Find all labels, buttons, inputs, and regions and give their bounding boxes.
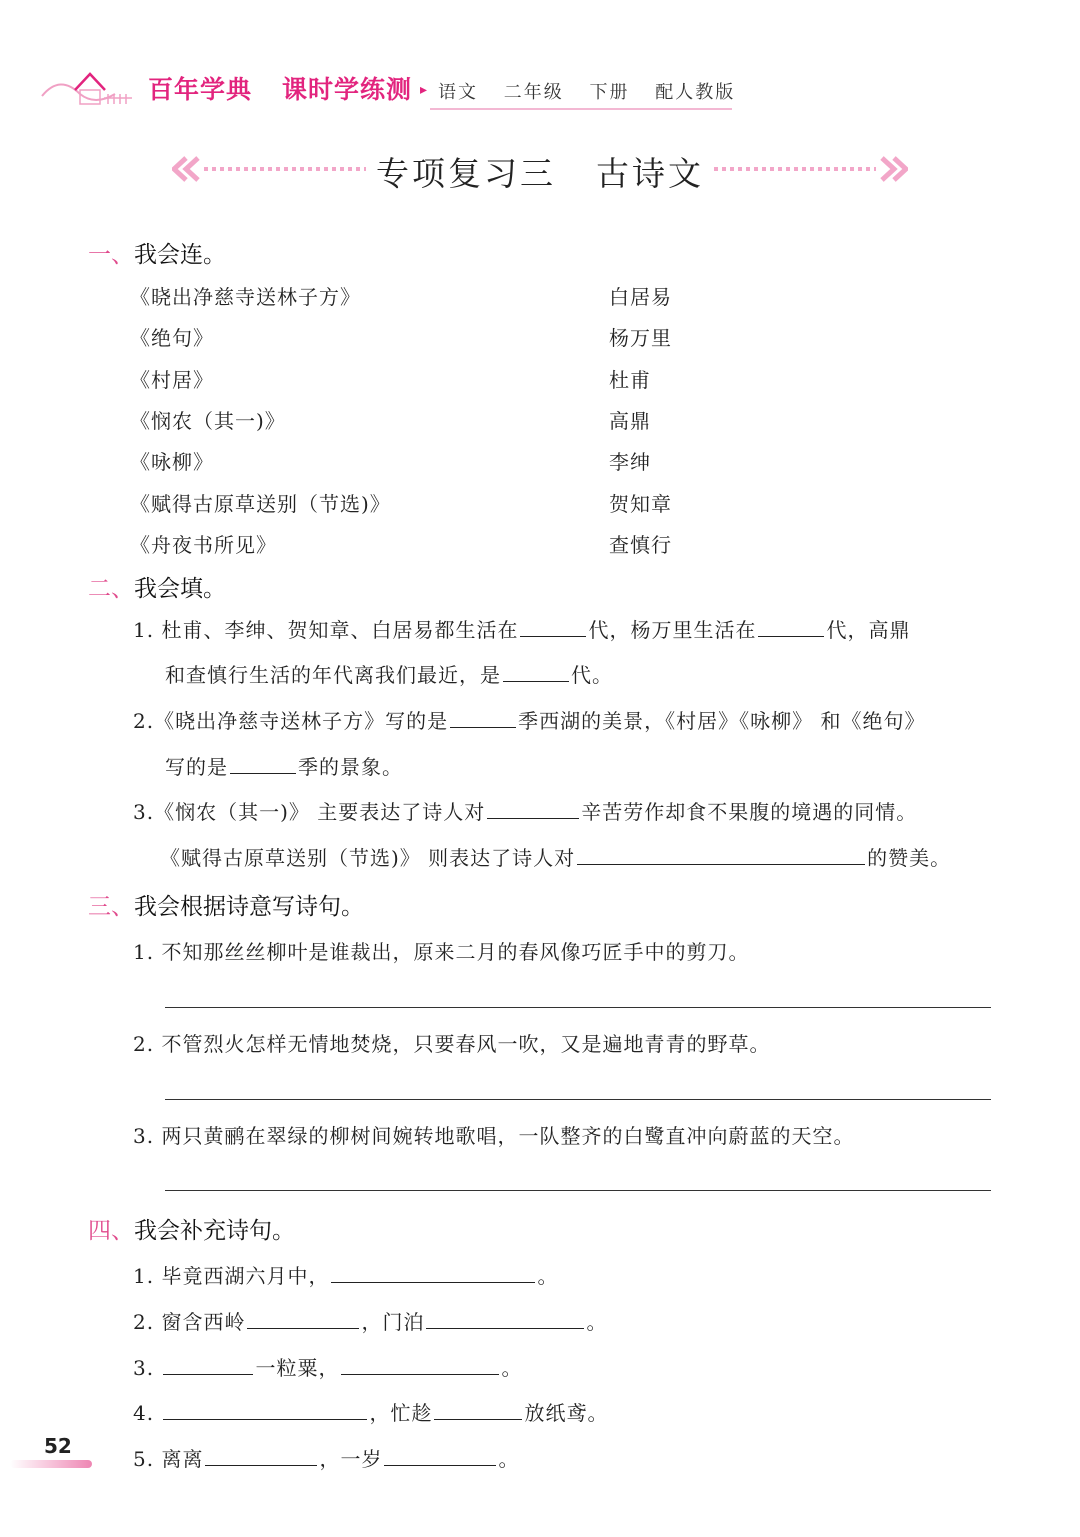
q-text: 。 (498, 1447, 520, 1471)
q-text: ，门泊 (361, 1310, 425, 1334)
section4-number: 四、 (88, 1218, 134, 1244)
s2-q3-line2 (160, 842, 951, 871)
s3-q1 (133, 936, 749, 965)
section1-title: 我会连。 (134, 242, 226, 268)
header-grade: 二年级 (503, 82, 564, 103)
title-main: 专项复习三 (376, 154, 556, 193)
q-text: 季西湖的美景，《村居》《咏柳》 和《绝句》 (518, 709, 926, 733)
q-text: 《悯农（其一)》 主要表达了诗人对 (154, 800, 486, 824)
fill-blank[interactable] (450, 709, 516, 728)
poet-name[interactable]: 高鼎 (609, 408, 651, 433)
q-text: 。 (586, 1310, 608, 1334)
q-text: 窗含西岭 (161, 1310, 246, 1334)
q-text: 代，高鼎 (826, 618, 911, 642)
fill-blank[interactable] (163, 1356, 253, 1375)
q-text: 毕竟西湖六月中， (161, 1264, 330, 1288)
page-title (0, 148, 1080, 195)
q-number: 5. (133, 1447, 155, 1471)
title-right-chevron-icon (712, 154, 908, 184)
q-text: 。 (587, 1401, 609, 1425)
poem-title[interactable]: 《咏柳》 (130, 450, 214, 475)
fill-blank[interactable] (341, 1356, 499, 1375)
answer-line[interactable] (165, 1099, 991, 1100)
fill-blank[interactable] (434, 1401, 522, 1420)
q-number: 4. (133, 1401, 155, 1425)
q-text: 两只黄鹂在翠绿的柳树间婉转地歌唱，一队整齐的白鹭直冲向蔚蓝的天空。 (161, 1124, 855, 1148)
header-subject: 语文 (438, 82, 478, 103)
q-number: 2. (133, 1032, 155, 1056)
fill-blank[interactable] (758, 618, 824, 637)
s4-q3 (133, 1352, 522, 1381)
q-text: ，忙趁 (369, 1401, 433, 1425)
s2-q1-line2 (165, 659, 613, 688)
section4-heading (88, 1212, 295, 1245)
poem-title[interactable]: 《赋得古原草送别（节选)》 (130, 491, 391, 516)
poem-title[interactable]: 《悯农（其一)》 (130, 408, 286, 433)
section2-title: 我会填。 (134, 576, 226, 602)
fill-blank[interactable] (163, 1401, 367, 1420)
poem-title[interactable]: 《晓出净慈寺送林子方》 (130, 285, 361, 309)
fill-blank[interactable] (426, 1310, 584, 1329)
s4-q2 (133, 1306, 607, 1335)
poem-title[interactable]: 《村居》 (130, 367, 214, 392)
poem-title[interactable]: 《绝句》 (130, 326, 214, 351)
header-underline (430, 108, 732, 110)
fill-blank[interactable] (577, 846, 865, 865)
fill-blank[interactable] (247, 1310, 359, 1329)
fill-blank[interactable] (384, 1447, 496, 1466)
s2-q2-line1 (133, 705, 925, 734)
section3-number: 三、 (88, 894, 134, 920)
page-number: 52 (44, 1434, 72, 1458)
s2-q3-line1 (133, 796, 917, 825)
title-sub: 古诗文 (596, 154, 704, 193)
s4-q4 (133, 1397, 608, 1426)
fill-blank[interactable] (520, 618, 586, 637)
q-text: 放纸鸢 (524, 1401, 588, 1425)
q-text: 和查慎行生活的年代离我们最近，是 (165, 663, 501, 687)
q-number: 1. (133, 1264, 155, 1288)
q-text: 辛苦劳作却食不果腹的境遇的同情。 (581, 800, 918, 824)
q-text: 。 (537, 1264, 559, 1288)
page-number-bar (10, 1460, 92, 1468)
poet-name[interactable]: 杜甫 (609, 367, 651, 392)
answer-line[interactable] (165, 1190, 991, 1191)
answer-line[interactable] (165, 1007, 991, 1008)
q-text: 离离 (161, 1447, 204, 1471)
poet-name[interactable]: 白居易 (609, 285, 672, 309)
q-text: 一粒粟， (255, 1356, 340, 1380)
section1-number: 一、 (88, 242, 134, 268)
section3-heading (88, 888, 364, 921)
q-text: 《赋得古原草送别（节选)》 则表达了诗人对 (160, 846, 576, 870)
q-text: 杜甫、李绅、贺知章、白居易都生活在 (161, 618, 519, 642)
poet-name[interactable]: 杨万里 (609, 326, 672, 351)
q-number: 2. (133, 709, 155, 733)
q-text: 写的是 (165, 755, 228, 779)
q-number: 3. (133, 800, 155, 824)
q-text: 的赞美。 (867, 846, 952, 870)
q-text: 代，杨万里生活在 (588, 618, 757, 642)
section2-number: 二、 (88, 576, 134, 602)
header-house-logo (40, 64, 150, 108)
poet-name[interactable]: 李绅 (609, 450, 651, 475)
fill-blank[interactable] (503, 663, 569, 682)
poem-title[interactable]: 《舟夜书所见》 (130, 532, 277, 557)
s3-q2 (133, 1028, 770, 1057)
brand-series: 课时学练测 (282, 75, 413, 104)
q-number: 3. (133, 1356, 155, 1380)
header-volume: 下册 (589, 82, 630, 103)
q-text: ，一岁 (319, 1447, 383, 1471)
q-text: 。 (501, 1356, 523, 1380)
q-text: 不知那丝丝柳叶是谁裁出，原来二月的春风像巧匠手中的剪刀。 (161, 940, 750, 964)
brand-name: 百年学典 (148, 75, 253, 104)
fill-blank[interactable] (205, 1447, 317, 1466)
q-number: 1. (133, 940, 155, 964)
section2-heading (88, 570, 226, 603)
fill-blank[interactable] (331, 1264, 535, 1283)
q-text: 季的景象。 (298, 755, 403, 779)
s3-q3 (133, 1120, 854, 1149)
q-number: 2. (133, 1310, 155, 1334)
poet-name[interactable]: 查慎行 (609, 532, 672, 557)
section1-heading (88, 236, 226, 269)
s2-q1-line1 (133, 614, 910, 643)
q-text: 不管烈火怎样无情地焚烧，只要春风一吹，又是遍地青青的野草。 (161, 1032, 771, 1056)
s4-q5 (133, 1443, 519, 1472)
header-edition: 配人教版 (655, 82, 736, 103)
q-text: 《晓出净慈寺送林子方》写的是 (154, 709, 449, 733)
section3-title: 我会根据诗意写诗句。 (134, 894, 364, 920)
q-number: 1. (133, 618, 155, 642)
header-info (438, 78, 753, 104)
fill-blank[interactable] (230, 755, 296, 774)
fill-blank[interactable] (487, 800, 579, 819)
s4-q1 (133, 1260, 558, 1289)
header-arrow-icon: ▸ (420, 82, 428, 98)
q-number: 3. (133, 1124, 155, 1148)
q-text: 代。 (571, 663, 613, 687)
poet-name[interactable]: 贺知章 (609, 491, 672, 516)
s2-q2-line2 (165, 751, 403, 780)
section4-title: 我会补充诗句。 (134, 1218, 295, 1244)
